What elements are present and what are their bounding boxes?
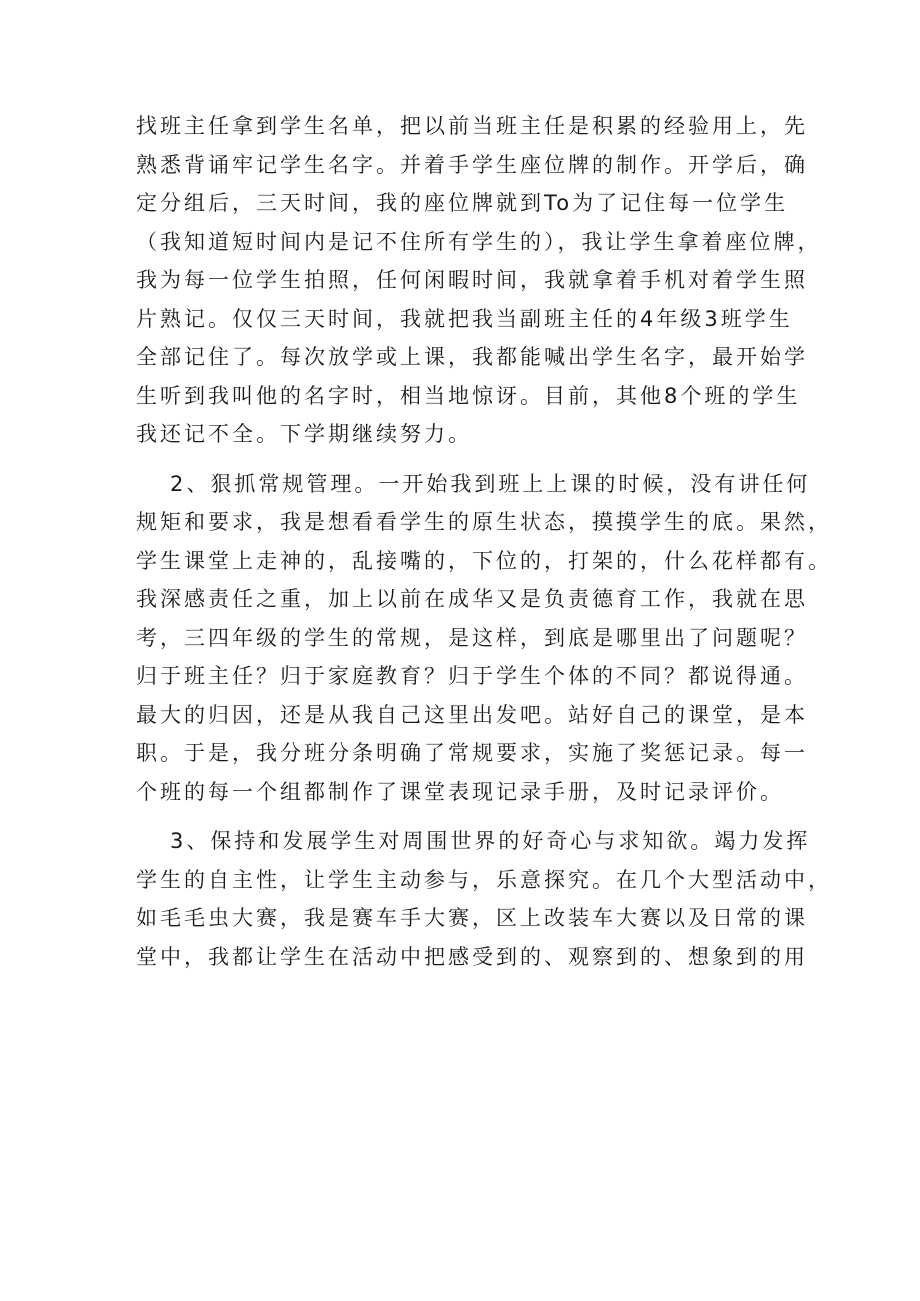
paragraph-2: [136, 465, 832, 812]
paragraph-line: 找班主任拿到学生名单，把以前当班主任是积累的经验用上，先: [136, 114, 808, 138]
paragraph-line: 我还记不全。下学期继续努力。: [136, 422, 472, 446]
paragraph-line: 学生课堂上走神的，乱接嘴的，下位的，打架的，什么花样都有。: [136, 548, 832, 573]
paragraph-line: 个班的每一个组都制作了课堂表现记录手册，及时记录评价。: [136, 779, 784, 804]
paragraph-line: 最大的归因，还是从我自己这里出发吧。站好自己的课堂，是本: [136, 702, 808, 727]
paragraph-line: 我深感责任之重，加上以前在成华又是负责德育工作，我就在思: [136, 587, 808, 611]
paragraph-line: 如毛毛虫大赛，我是赛车手大赛，区上改装车大赛以及日常的课: [136, 906, 808, 930]
paragraph-3: [136, 822, 832, 976]
document-body: [136, 107, 832, 976]
paragraph-line: 归于班主任？归于家庭教育？归于学生个体的不同？都说得通。: [136, 664, 808, 688]
paragraph-spacer: [136, 454, 796, 465]
paragraph-line: 考，三四年级的学生的常规，是这样，到底是哪里出了问题呢？: [136, 625, 808, 650]
paragraph-line: 2、狠抓常规管理。一开始我到班上上课的时候，没有讲任何: [170, 471, 811, 496]
paragraph-line: （我知道短时间内是记不住所有学生的），我让学生拿着座位牌，: [136, 229, 822, 254]
paragraph-line: 规矩和要求，我是想看看学生的原生状态，摸摸学生的底。果然，: [136, 510, 832, 534]
paragraph-line: 熟悉背诵牢记学生名字。并着手学生座位牌的制作。开学后，确: [136, 152, 808, 177]
paragraph-spacer: [136, 811, 796, 822]
paragraph-line: 定分组后，三天时间，我的座位牌就到To为了记住每一位学生: [136, 191, 789, 215]
paragraph-1: [136, 107, 822, 454]
paragraph-line: 片熟记。仅仅三天时间，我就把我当副班主任的4年级3班学生: [136, 306, 793, 331]
paragraph-line: 全部记住了。每次放学或上课，我都能喊出学生名字，最开始学: [136, 345, 808, 369]
paragraph-line: 职。于是，我分班分条明确了常规要求，实施了奖惩记录。每一: [136, 741, 808, 765]
paragraph-line: 学生的自主性，让学生主动参与，乐意探究。在几个大型活动中，: [136, 867, 832, 892]
paragraph-line: 3、保持和发展学生对周围世界的好奇心与求知欲。竭力发挥: [170, 829, 811, 853]
paragraph-line: 我为每一位学生拍照，任何闲暇时间，我就拿着手机对着学生照: [136, 268, 808, 292]
paragraph-line: 堂中，我都让学生在活动中把感受到的、观察到的、想象到的用: [136, 944, 808, 969]
paragraph-line: 生听到我叫他的名字时，相当地惊讶。目前，其他8个班的学生: [136, 383, 801, 408]
